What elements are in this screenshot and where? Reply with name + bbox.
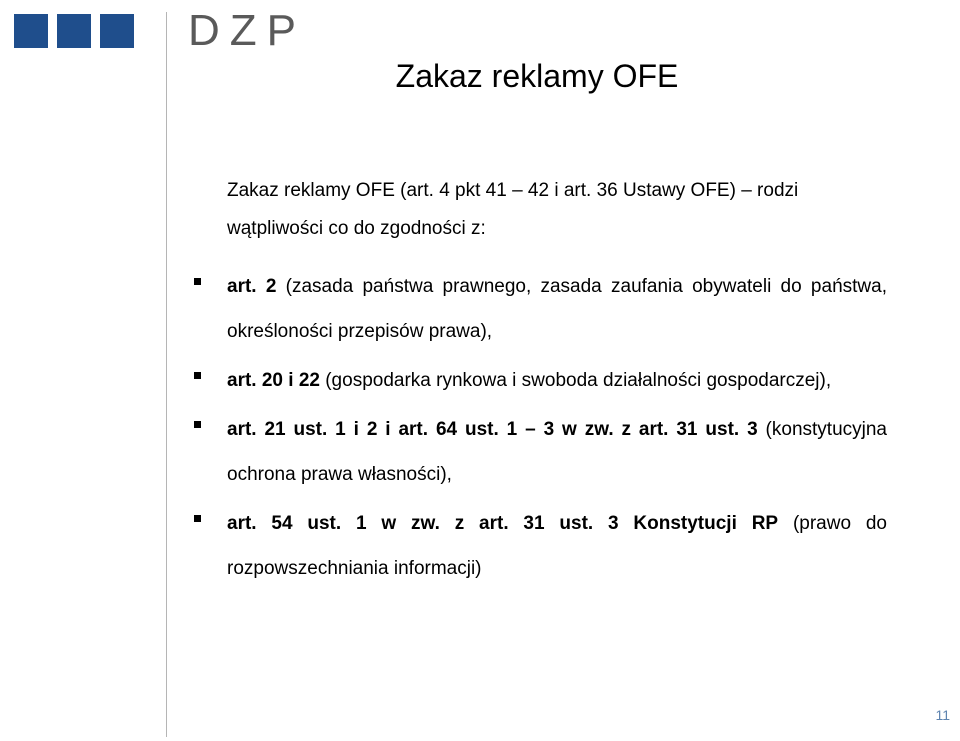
logo-squares [14,14,134,48]
bullet-description: (zasada państwa prawnego, zasada zaufania obywateli do państwa, określoności przepisów prawa), [227,276,887,342]
bullet-list [190,264,887,595]
bullet-article-ref: art. 20 i 22 [227,370,320,391]
slide-title: Zakaz reklamy OFE [395,58,679,94]
list-item [190,501,887,591]
bullet-square-icon [194,515,201,522]
bullet-description: (prawo do rozpowszechniania informacji) [227,513,887,579]
logo-square-1 [14,14,48,48]
logo-square-3 [100,14,134,48]
bullet-square-icon [194,278,201,285]
list-item [190,264,887,354]
logo-divider [166,12,167,737]
logo-wordmark: DZP [188,6,306,55]
list-item [190,358,887,403]
bullet-description: (gospodarka rynkowa i swoboda działalności gospodarczej), [319,370,832,391]
bullet-description: (konstytucyjna ochrona prawa własności), [227,419,887,485]
bullet-square-icon [194,372,201,379]
list-item [190,407,887,497]
page-number: 11 [935,707,950,723]
bullet-article-ref: art. 54 ust. 1 w zw. z art. 31 ust. 3 Konstytucji RP [227,513,779,534]
bullet-square-icon [194,421,201,428]
logo-square-2 [57,14,91,48]
bullet-article-ref: art. 21 ust. 1 i 2 i art. 64 ust. 1 – 3 w zw. z art. 31 ust. 3 [227,419,758,440]
intro-paragraph: Zakaz reklamy OFE (art. 4 pkt 41 – 42 i art. 36 Ustawy OFE) – rodzi wątpliwości co do zgodności z: [227,180,799,239]
bullet-article-ref: art. 2 [227,276,277,297]
